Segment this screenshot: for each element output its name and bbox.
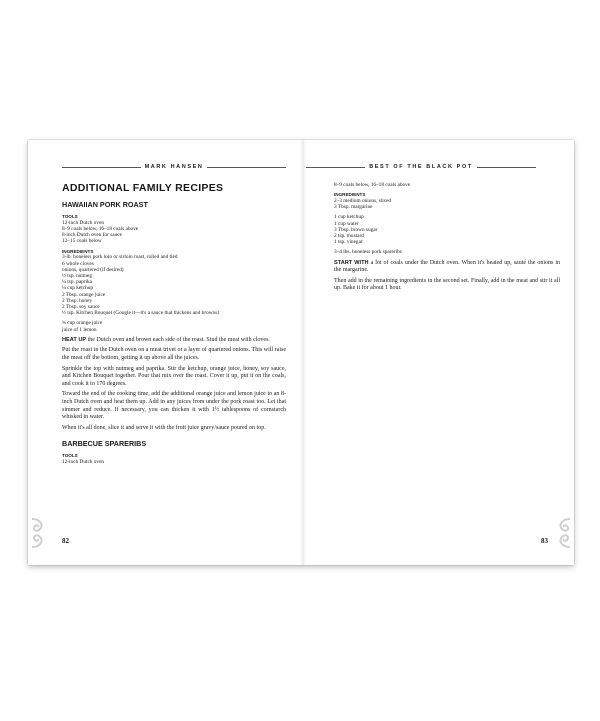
list-item: 1 cup water bbox=[334, 220, 359, 227]
list-item: 3 Tbsp. margarine bbox=[334, 204, 373, 211]
list-item: 1 cup ketchup bbox=[334, 214, 364, 221]
step-paragraph: When it's all done, slice it and serve it with the fruit juice gravy/sauce poured on top. bbox=[62, 424, 266, 431]
list-item: 2–3 medium onions, sliced bbox=[334, 198, 392, 204]
ingredients-list bbox=[334, 198, 560, 210]
divider bbox=[207, 167, 286, 168]
list-item: 2 tsp. mustard bbox=[334, 233, 364, 240]
recipe-title: HAWAIIAN PORK ROAST bbox=[62, 200, 148, 209]
right-page bbox=[306, 140, 574, 565]
step-paragraph: Put the roast in the Dutch oven on a meat trivet or a layer of quartered onions. This will raise the meat off the bottom, getting it up above all the juices. bbox=[62, 347, 286, 362]
step-paragraph: Toward the end of the cooking time, add the additional orange juice and lemon juice to an 8-inch Dutch oven and heat them up. Add in any juices from under the pork roast too. Let that simmer and reduce. If necessary, you can thicken it with 1½ tablespoons of cornstarch whisked in water. bbox=[62, 391, 286, 421]
divider bbox=[477, 167, 536, 168]
list-item: ¼ cup ketchup bbox=[62, 285, 94, 292]
list-item: 3–4 lbs. boneless pork spareribs bbox=[334, 249, 402, 256]
divider bbox=[62, 167, 141, 168]
divider bbox=[306, 167, 365, 168]
list-item: 6 whole cloves bbox=[62, 260, 94, 267]
left-page bbox=[28, 140, 300, 565]
list-item: 12-inch Dutch oven bbox=[62, 459, 105, 466]
book-title: BEST OF THE BLACK POT bbox=[369, 164, 473, 170]
list-item: 2 Tbsp. soy sauce bbox=[62, 304, 100, 311]
running-head-right bbox=[306, 164, 536, 170]
page-number: 83 bbox=[541, 537, 548, 545]
list-item: ¾ cup orange juice bbox=[62, 320, 103, 327]
step-paragraph: Sprinkle the top with nutmeg and paprika. Stir the ketchup, orange juice, honey, soy sauce, and Kitchen Bouquet together. Pour that mix over the roast. Cover it up, put it on the coals, and cook it to 170 degrees. bbox=[62, 365, 286, 387]
recipe-title: BARBECUE SPARERIBS bbox=[62, 439, 147, 449]
left-content bbox=[62, 180, 286, 465]
swirl-flourish-icon bbox=[30, 515, 48, 551]
ingredients-list-2 bbox=[334, 214, 560, 245]
book-spread bbox=[28, 140, 574, 565]
list-item: 2 Tbsp. orange juice bbox=[62, 291, 106, 298]
list-item: 12-inch Dutch oven bbox=[62, 219, 105, 226]
swirl-flourish-icon bbox=[554, 515, 572, 551]
tools-heading: TOOLS bbox=[62, 214, 78, 219]
step-paragraph: START WITH a lot of coals under the Dutch oven. When it's heated up, sauté the onions in the margarine. bbox=[334, 259, 561, 274]
step-paragraph: Then add in the remaining ingredients in the second set. Finally, add in the meat and stir it all up. Bake it for about 1 hour. bbox=[334, 277, 560, 292]
list-item: 12–15 coals below bbox=[62, 238, 102, 245]
list-item: 1 tsp. vinegar bbox=[334, 239, 363, 246]
list-item: ½ tsp. Kitchen Bouquet (Google it—it's a sauce that thickens and browns) bbox=[62, 310, 220, 317]
list-item: ¼ tsp. paprika bbox=[62, 279, 93, 286]
ingredients-list-2 bbox=[62, 320, 286, 332]
list-item: juice of 1 lemon bbox=[62, 326, 97, 333]
list-item: 8-inch Dutch oven for sauce bbox=[62, 232, 123, 239]
list-item: 2 Tbsp. honey bbox=[62, 297, 93, 304]
ingredients-list bbox=[62, 254, 286, 316]
running-head-left bbox=[62, 164, 286, 170]
list-item: 8–9 coals below, 16–18 coals above bbox=[62, 226, 139, 232]
list-item: ½ tsp. nutmeg bbox=[62, 273, 93, 280]
list-item: 3 Tbsp. brown sugar bbox=[334, 226, 378, 233]
step-paragraph: HEAT UP the Dutch oven and brown each side of the roast. Stud the meat with cloves. bbox=[62, 336, 270, 343]
list-item: onions, quartered (if desired) bbox=[62, 266, 124, 273]
list-item: 8–9 coals below, 16–18 coals above bbox=[334, 182, 411, 188]
chapter-title: ADDITIONAL FAMILY RECIPES bbox=[62, 182, 224, 194]
tools-list bbox=[62, 459, 286, 465]
tools-heading: TOOLS bbox=[62, 453, 78, 459]
ingredients-heading: INGREDIENTS bbox=[334, 192, 366, 198]
list-item: 3-lb. boneless pork loin or sirloin roast, rolled and tied bbox=[62, 254, 178, 261]
right-content bbox=[334, 182, 560, 296]
tools-list bbox=[62, 220, 286, 245]
page-number: 82 bbox=[62, 537, 69, 545]
author-name: MARK HANSEN bbox=[144, 164, 204, 170]
ingredients-heading: INGREDIENTS bbox=[62, 248, 94, 254]
